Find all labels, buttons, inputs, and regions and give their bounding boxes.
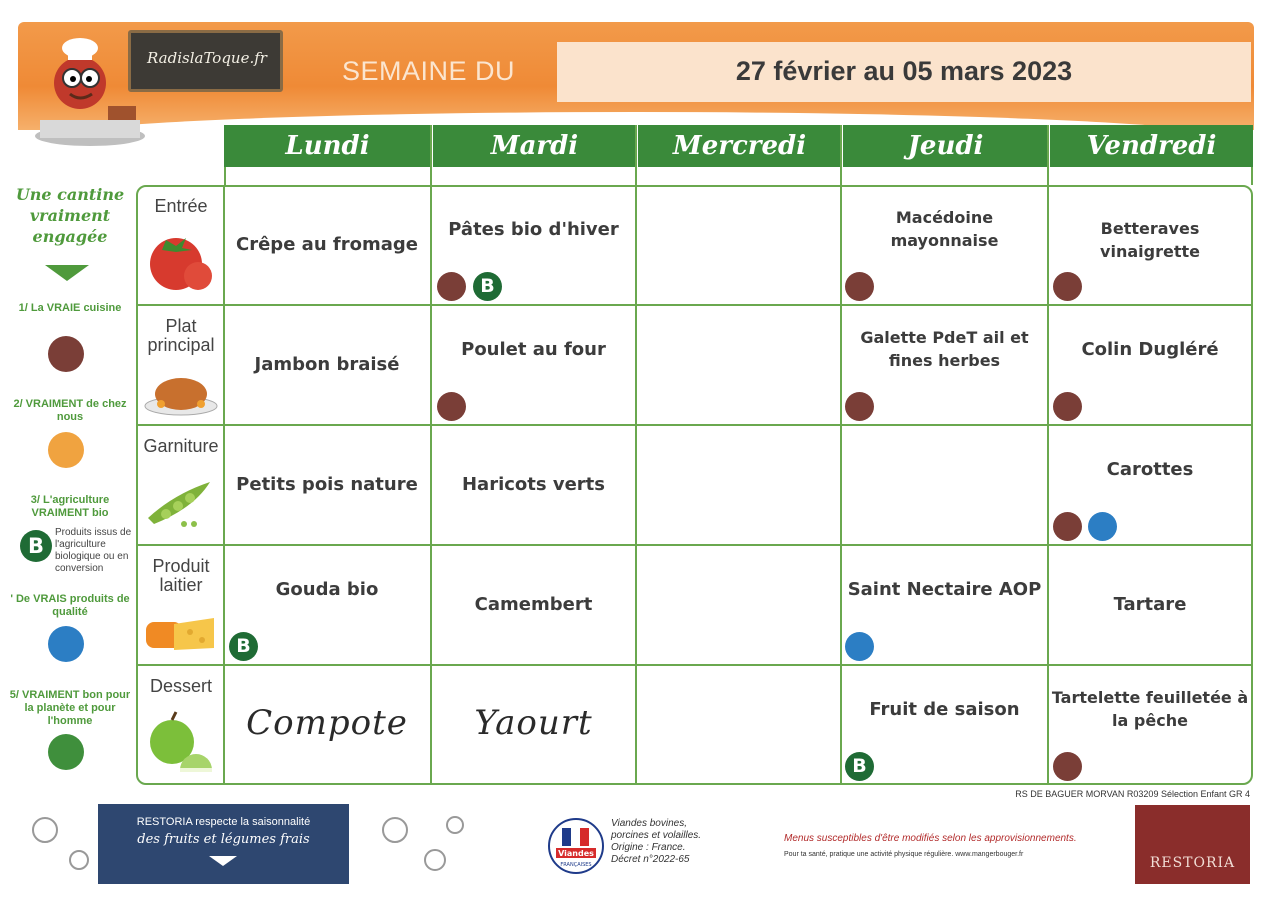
cooking-pot-icon (48, 336, 84, 372)
cooking-pot-icon (1053, 272, 1082, 301)
viandes-francaises-logo (548, 818, 604, 874)
restoria-logo (1135, 805, 1250, 884)
bio-icon: B (229, 632, 258, 661)
rs-code: RS DE BAGUER MORVAN R03209 Sélection Enfant GR 4 (1015, 789, 1250, 799)
cooking-pot-icon (437, 272, 466, 301)
tomato-icon (146, 228, 216, 292)
row-divider (136, 304, 1253, 306)
sidebar-item-label: ' De VRAIS produits de qualité (10, 593, 130, 618)
meat-origin-line: Décret n°2022-65 (611, 854, 690, 865)
quality-medal-icon (48, 626, 84, 662)
row-divider (136, 544, 1253, 546)
sidebar-item-label: 5/ VRAIMENT bon pour la planète et pour l'homme (9, 689, 131, 727)
entree-jeudi: Macédoine mayonnaise (890, 208, 999, 250)
cooking-pot-icon (1053, 752, 1082, 781)
cooking-pot-icon (845, 392, 874, 421)
garniture-mardi: Haricots verts (461, 474, 605, 495)
quality-medal-icon (845, 632, 874, 661)
cooking-pot-icon (1053, 512, 1082, 541)
week-date-range: 27 février au 05 mars 2023 (735, 56, 1073, 86)
seasonality-line2: des fruits et légumes frais (137, 832, 310, 847)
sidebar-tagline: Une cantine vraiment engagée (15, 185, 125, 246)
day-header-spacer (224, 167, 1253, 185)
dessert-vendredi: Tartelette feuilletée à la pêche (1051, 688, 1249, 730)
day-vendredi: Vendredi (1048, 125, 1253, 167)
col-divider (635, 125, 637, 785)
menus-disclaimer: Menus susceptibles d'être modifiés selon les approvisionnements. (784, 833, 1077, 844)
health-note: Pour ta santé, pratique une activité physique régulière. www.mangerbouger.fr (784, 851, 1024, 858)
meat-origin-note (611, 818, 751, 866)
day-jeudi: Jeudi (841, 125, 1048, 167)
bio-icon: B (20, 530, 52, 562)
seasonality-banner (98, 804, 349, 884)
local-farm-icon (48, 432, 84, 468)
laitier-mardi: Camembert (474, 594, 593, 615)
row-divider (136, 424, 1253, 426)
laitier-vendredi: Tartare (1113, 594, 1187, 615)
peas-icon (144, 474, 218, 528)
plat-lundi: Jambon braisé (254, 354, 400, 375)
day-mardi: Mardi (431, 125, 636, 167)
sidebar-item-label: 1/ La VRAIE cuisine (18, 302, 122, 314)
seasonality-line1: RESTORIA respecte la saisonnalité (136, 816, 311, 828)
sidebar-arrow (45, 265, 89, 281)
category-laitier: Produit laitier (152, 556, 210, 595)
entree-mardi: Pâtes bio d'hiver (448, 219, 619, 240)
dessert-mardi: Yaourt (474, 703, 593, 743)
category-entree: Entrée (154, 196, 208, 216)
roast-chicken-icon (143, 368, 219, 416)
bio-icon: B (473, 272, 502, 301)
restoria-logo-text: RESTORIA (1149, 855, 1236, 871)
plat-mardi: Poulet au four (461, 339, 606, 360)
entree-lundi: Crêpe au fromage (236, 234, 418, 255)
cooking-pot-icon (845, 272, 874, 301)
bio-icon: B (845, 752, 874, 781)
garniture-lundi: Petits pois nature (236, 474, 418, 495)
entree-vendredi: Betteraves vinaigrette (1100, 219, 1200, 261)
date-box (557, 42, 1251, 102)
laitier-lundi: Gouda bio (275, 579, 379, 600)
vf-logo-text: Viandes (558, 849, 594, 858)
day-mercredi: Mercredi (636, 125, 841, 167)
garniture-vendredi: Carottes (1106, 459, 1194, 480)
plat-vendredi: Colin Dugléré (1081, 339, 1219, 360)
bio-note: Produits issus de l'agriculture biologique ou en conversion (55, 527, 132, 574)
category-garniture: Garniture (143, 436, 219, 456)
day-lundi: Lundi (285, 131, 370, 161)
apple-icon (146, 710, 216, 774)
quality-medal-icon (1088, 512, 1117, 541)
week-label: SEMAINE DU (342, 56, 516, 86)
site-logo-text: RadislaToque.fr (147, 49, 267, 67)
cheese-icon (144, 614, 218, 654)
category-plat: Plat principal (147, 316, 215, 355)
laitier-jeudi: Saint Nectaire AOP (847, 579, 1042, 600)
meat-origin-line: Viandes bovines, (611, 818, 687, 829)
meat-origin-line: porcines et volailles. (611, 830, 702, 841)
cooking-pot-icon (437, 392, 466, 421)
plat-jeudi: Galette PdeT ail et fines herbes (860, 328, 1029, 370)
dessert-lundi: Compote (246, 703, 408, 743)
meat-origin-line: Origine : France. (611, 842, 686, 853)
category-dessert: Dessert (149, 676, 212, 696)
site-logo (128, 30, 283, 92)
cooking-pot-icon (1053, 392, 1082, 421)
seasonality-arrow (209, 856, 237, 866)
dessert-jeudi: Fruit de saison (869, 699, 1020, 720)
vf-logo-subtext: FRANÇAISES (560, 862, 592, 868)
day-header-row (224, 125, 1253, 167)
sidebar-item-label: 2/ VRAIMENT de chez nous (13, 398, 127, 423)
sidebar-item-label: 3/ L'agriculture VRAIMENT bio (30, 494, 110, 519)
row-divider (136, 664, 1253, 666)
planet-hands-icon (48, 734, 84, 770)
